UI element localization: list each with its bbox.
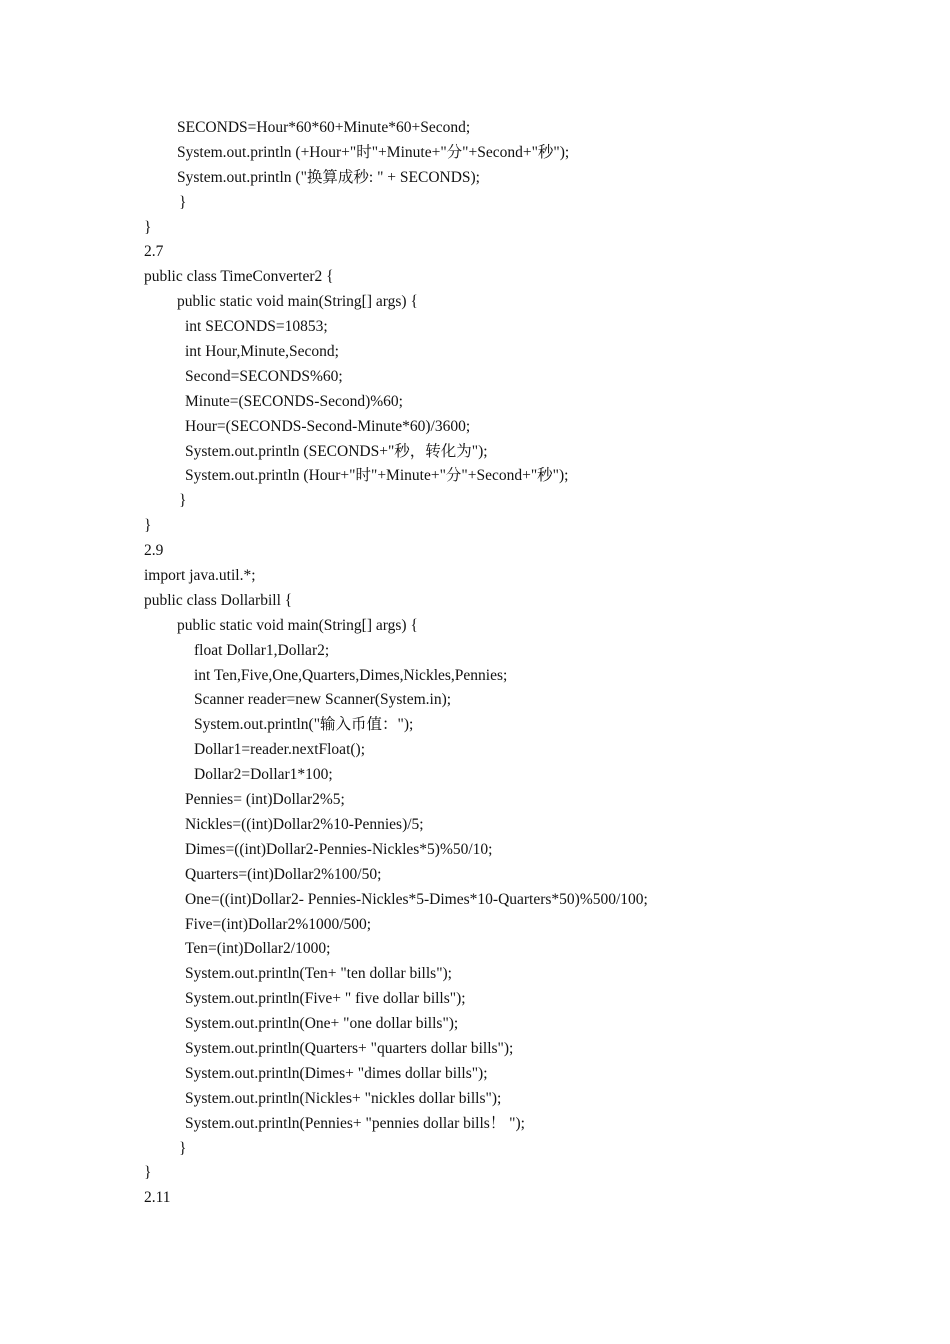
code-line: System.out.println (Hour+"时"+Minute+"分"+Second+"秒"); <box>185 467 569 485</box>
code-line: public class Dollarbill { <box>144 591 293 609</box>
code-line: int SECONDS=10853; <box>185 318 328 336</box>
code-line: } <box>144 517 152 535</box>
code-line: } <box>144 1164 152 1182</box>
code-line: System.out.println(One+ "one dollar bills"); <box>185 1015 459 1033</box>
section-number: 2.7 <box>144 243 164 261</box>
code-line: System.out.println (+Hour+"时"+Minute+"分"+Second+"秒"); <box>177 143 570 161</box>
code-line: Minute=(SECONDS-Second)%60; <box>185 392 403 410</box>
code-line: Dimes=((int)Dollar2-Pennies-Nickles*5)%50/10; <box>185 840 493 858</box>
code-line: Nickles=((int)Dollar2%10-Pennies)/5; <box>185 815 424 833</box>
code-line: System.out.println ("换算成秒: " + SECONDS); <box>177 168 480 186</box>
code-line: Quarters=(int)Dollar2%100/50; <box>185 865 382 883</box>
code-line: System.out.println(Five+ " five dollar bills"); <box>185 990 466 1008</box>
code-line: System.out.println(Nickles+ "nickles dollar bills"); <box>185 1089 502 1107</box>
code-line: } <box>179 1139 187 1157</box>
code-line: int Ten,Five,One,Quarters,Dimes,Nickles,Pennies; <box>194 666 508 684</box>
code-line: Scanner reader=new Scanner(System.in); <box>194 691 452 709</box>
code-line: import java.util.*; <box>144 567 256 585</box>
section-number: 2.9 <box>144 542 164 560</box>
code-line: Pennies= (int)Dollar2%5; <box>185 791 345 809</box>
code-line: Five=(int)Dollar2%1000/500; <box>185 915 372 933</box>
code-line: Dollar2=Dollar1*100; <box>194 766 333 784</box>
code-line: Second=SECONDS%60; <box>185 367 343 385</box>
code-line: SECONDS=Hour*60*60+Minute*60+Second; <box>177 119 471 136</box>
code-line: System.out.println(Ten+ "ten dollar bills"); <box>185 965 452 983</box>
code-line: Ten=(int)Dollar2/1000; <box>185 940 331 958</box>
code-line: float Dollar1,Dollar2; <box>194 641 330 659</box>
code-line: } <box>144 218 152 236</box>
code-line: public static void main(String[] args) { <box>177 293 418 311</box>
code-line: Hour=(SECONDS-Second-Minute*60)/3600; <box>185 417 471 435</box>
code-line: } <box>179 193 187 211</box>
code-line: System.out.println(Quarters+ "quarters dollar bills"); <box>185 1039 514 1057</box>
code-line: System.out.println (SECONDS+"秒，转化为"); <box>185 442 488 460</box>
code-line: One=((int)Dollar2- Pennies-Nickles*5-Dimes*10-Quarters*50)%500/100; <box>185 890 648 908</box>
code-listing <box>144 116 648 1211</box>
code-line: public class TimeConverter2 { <box>144 268 334 286</box>
code-line: System.out.println("输入币值："); <box>194 716 414 734</box>
code-line: System.out.println(Dimes+ "dimes dollar bills"); <box>185 1064 488 1082</box>
code-line: } <box>179 492 187 510</box>
code-line: public static void main(String[] args) { <box>177 616 418 634</box>
section-number: 2.11 <box>144 1189 171 1207</box>
code-line: System.out.println(Pennies+ "pennies dollar bills！ "); <box>185 1114 525 1132</box>
code-line: Dollar1=reader.nextFloat(); <box>194 741 365 759</box>
code-line: int Hour,Minute,Second; <box>185 343 339 361</box>
